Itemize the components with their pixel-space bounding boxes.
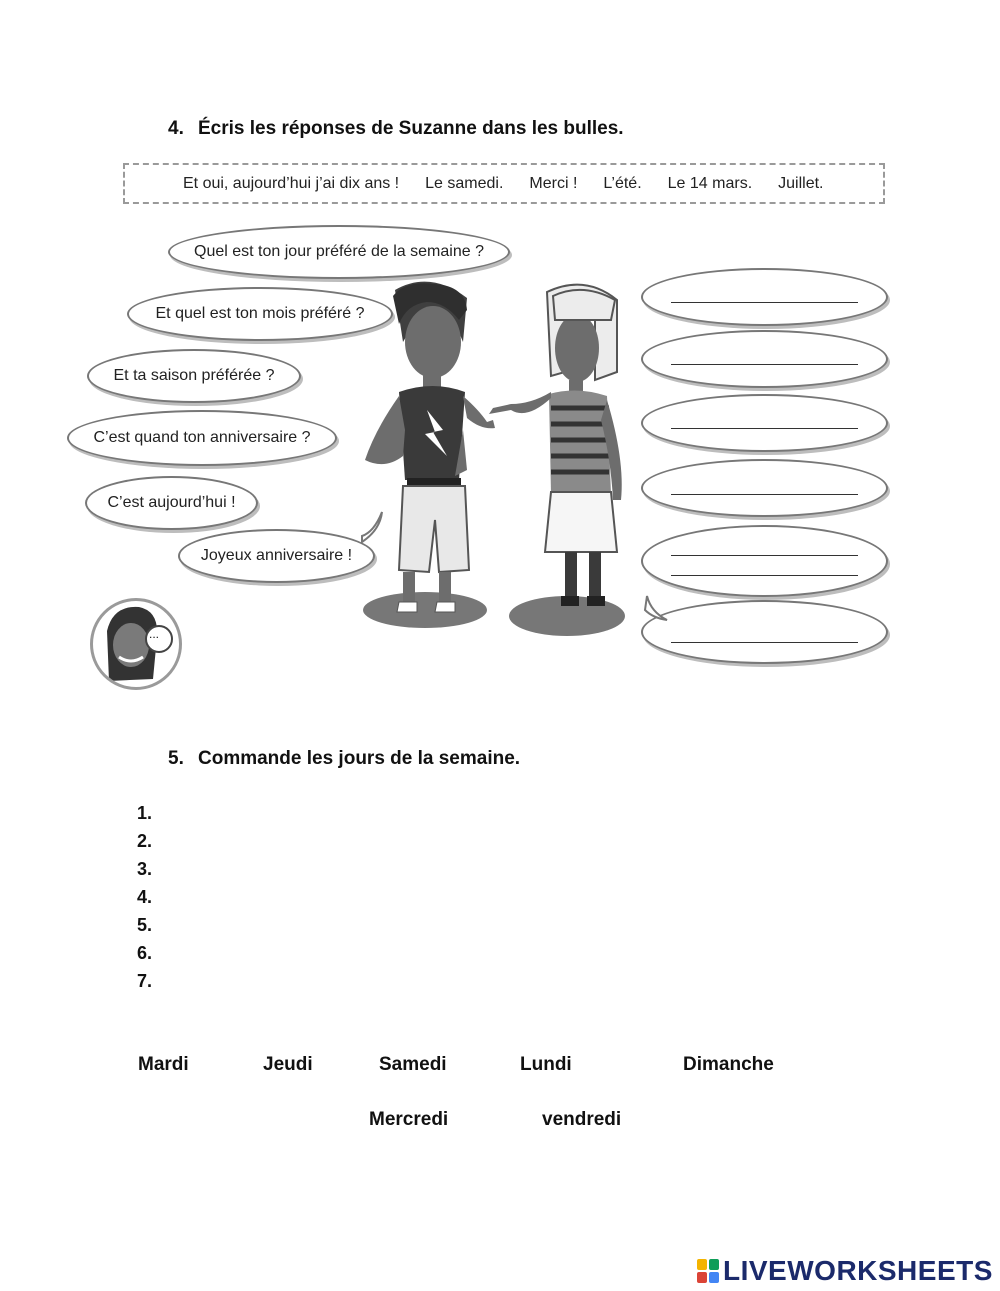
answer-bubble-1 <box>641 268 888 326</box>
exercise-4-title <box>168 118 624 140</box>
logo-square <box>697 1272 707 1283</box>
word-bank-item: L’été. <box>603 174 642 192</box>
question-bubble-6 <box>178 529 375 583</box>
avatar-bubble-text: ... <box>149 627 160 641</box>
girl-figure <box>489 285 622 606</box>
exercise-5-title <box>168 748 520 770</box>
list-number: 5. <box>137 915 153 935</box>
answer-line[interactable] <box>671 364 858 365</box>
avatar-thinking-icon <box>90 598 182 690</box>
list-number: 2. <box>137 831 153 851</box>
characters-illustration <box>355 280 645 640</box>
question-bubble-1 <box>168 225 510 279</box>
day-word[interactable]: Lundi <box>520 1054 572 1075</box>
question-bubble-3 <box>87 349 301 403</box>
day-word[interactable]: Jeudi <box>263 1054 313 1075</box>
answer-line[interactable] <box>671 555 858 556</box>
question-text: Et ta saison préférée ? <box>113 367 275 384</box>
list-number: 6. <box>137 943 153 963</box>
liveworksheets-logo <box>697 1255 993 1287</box>
answer-bubble-6 <box>641 600 888 664</box>
question-text: Joyeux anniversaire ! <box>200 547 353 564</box>
question-text: C’est aujourd’hui ! <box>107 494 236 511</box>
exercise-5-number: 5. <box>168 748 184 769</box>
list-number: 7. <box>137 971 153 991</box>
day-word[interactable]: Mercredi <box>369 1109 449 1130</box>
word-bank-item: Le 14 mars. <box>667 174 753 192</box>
answer-bubble-3 <box>641 394 888 452</box>
answer-line[interactable] <box>671 494 858 495</box>
list-number: 4. <box>137 887 153 907</box>
exercise-4-title-text: Écris les réponses de Suzanne dans les bulles. <box>198 118 624 139</box>
question-bubble-4 <box>67 410 337 466</box>
answer-bubble-5 <box>641 525 888 597</box>
logo-square <box>709 1272 719 1283</box>
word-bank-item: Juillet. <box>778 174 824 192</box>
question-text: Et quel est ton mois préféré ? <box>155 305 365 322</box>
answer-line[interactable] <box>671 575 858 576</box>
exercise-4-number: 4. <box>168 118 184 139</box>
boy-figure <box>365 282 495 612</box>
word-bank <box>123 163 885 204</box>
day-word[interactable]: vendredi <box>542 1109 622 1130</box>
question-bubble-5 <box>85 476 258 530</box>
logo-mark-icon <box>697 1259 719 1283</box>
answer-bubble-4 <box>641 459 888 517</box>
exercise-5-title-text: Commande les jours de la semaine. <box>198 748 521 769</box>
list-number: 3. <box>137 859 153 879</box>
avatar-face <box>93 601 179 687</box>
day-word[interactable]: Samedi <box>379 1054 447 1075</box>
day-word[interactable]: Dimanche <box>683 1054 774 1075</box>
logo-square <box>697 1259 707 1270</box>
list-number: 1. <box>137 803 153 823</box>
answer-bubble-2 <box>641 330 888 388</box>
word-bank-item: Et oui, aujourd’hui j’ai dix ans ! <box>183 174 400 192</box>
question-bubble-2 <box>127 287 393 341</box>
question-text: C’est quand ton anniversaire ? <box>93 429 311 446</box>
logo-square <box>709 1259 719 1270</box>
logo-text: LIVEWORKSHEETS <box>723 1255 993 1286</box>
answer-line[interactable] <box>671 642 858 643</box>
word-bank-item: Merci ! <box>529 174 578 192</box>
answer-line[interactable] <box>671 428 858 429</box>
answer-line[interactable] <box>671 302 858 303</box>
day-word[interactable]: Mardi <box>138 1054 189 1075</box>
bubble-tail <box>643 594 671 624</box>
question-text: Quel est ton jour préféré de la semaine ? <box>194 243 484 260</box>
word-bank-item: Le samedi. <box>425 174 504 192</box>
